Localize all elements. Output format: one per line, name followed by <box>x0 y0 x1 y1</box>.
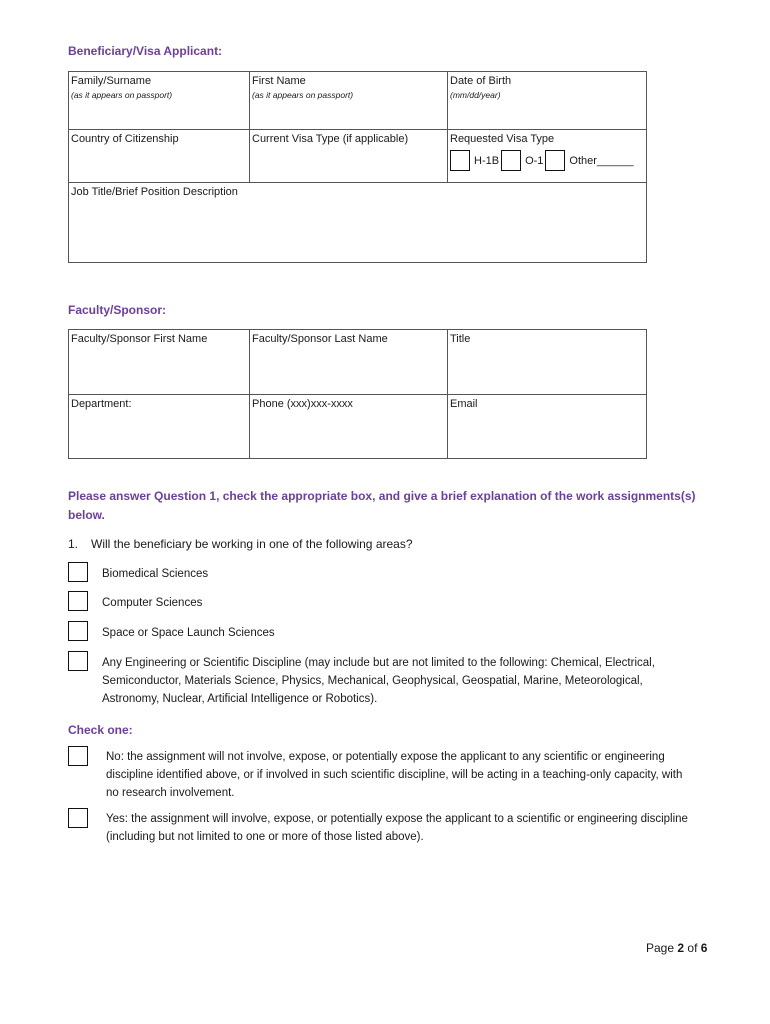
email-cell[interactable] <box>448 395 647 459</box>
question-1-number: 1. <box>68 537 79 551</box>
sponsor-last-name-cell[interactable] <box>250 330 448 395</box>
first-name-hint: (as it appears on passport) <box>252 90 354 100</box>
yes-option-text: Yes: the assignment will involve, expose, or potentially expose the applicant to a scientific or engineering discipline (including but not limited to one or more of those listed above). <box>106 813 688 843</box>
o1-label: O-1 <box>525 154 544 167</box>
question-instruction: Please answer Question 1, check the appropriate box, and give a brief explanation of the work assignments(s) below. <box>68 489 696 522</box>
family-name-hint: (as it appears on passport) <box>71 90 173 100</box>
biomedical-label: Biomedical Sciences <box>102 568 209 580</box>
job-title-cell[interactable] <box>69 183 647 263</box>
sponsor-title-label: Title <box>450 333 471 345</box>
computer-sciences-checkbox[interactable] <box>68 591 88 611</box>
beneficiary-heading: Beneficiary/Visa Applicant: <box>68 44 223 58</box>
biomedical-checkbox[interactable] <box>68 562 88 582</box>
question-1-text: Will the beneficiary be working in one of the following areas? <box>91 537 413 551</box>
job-title-label: Job Title/Brief Position Description <box>71 186 238 198</box>
sponsor-table <box>68 329 647 459</box>
date-of-birth-hint: (mm/dd/year) <box>450 90 501 100</box>
requested-visa-label: Requested Visa Type <box>450 133 555 145</box>
h1b-label: H-1B <box>474 154 500 167</box>
h1b-checkbox[interactable] <box>450 150 470 171</box>
no-option-text: No: the assignment will not involve, expose, or potentially expose the applicant to any scientific or engineering discipline identified above, or if involved in such scientific discipline, will be acting in a teaching-only capacity, with no research involvement. <box>106 751 683 799</box>
sponsor-title-cell[interactable] <box>448 330 647 395</box>
email-label: Email <box>450 398 478 410</box>
sponsor-last-name-label: Faculty/Sponsor Last Name <box>252 333 388 345</box>
current-visa-cell[interactable] <box>250 130 448 183</box>
requested-visa-cell <box>448 130 647 183</box>
other-label: Other______ <box>569 154 634 167</box>
first-name-label: First Name <box>252 75 306 87</box>
current-visa-label: Current Visa Type (if applicable) <box>252 133 409 145</box>
other-checkbox[interactable] <box>545 150 565 171</box>
of-word: of <box>687 941 698 955</box>
citizenship-cell[interactable] <box>69 130 250 183</box>
department-label: Department: <box>71 398 132 410</box>
engineering-checkbox[interactable] <box>68 651 88 671</box>
phone-cell[interactable] <box>250 395 448 459</box>
check-one-heading: Check one: <box>68 723 133 737</box>
family-name-cell[interactable] <box>69 72 250 130</box>
page-total: 6 <box>700 941 708 955</box>
page-current: 2 <box>677 941 685 955</box>
sponsor-first-name-label: Faculty/Sponsor First Name <box>71 333 208 345</box>
beneficiary-table <box>68 71 647 263</box>
o1-checkbox[interactable] <box>501 150 521 171</box>
citizenship-label: Country of Citizenship <box>71 133 179 145</box>
first-name-cell[interactable] <box>250 72 448 130</box>
sponsor-heading: Faculty/Sponsor: <box>68 303 167 317</box>
department-cell[interactable] <box>69 395 250 459</box>
sponsor-first-name-cell[interactable] <box>69 330 250 395</box>
computer-sciences-label: Computer Sciences <box>102 597 203 609</box>
date-of-birth-cell[interactable] <box>448 72 647 130</box>
family-name-label: Family/Surname <box>71 75 152 87</box>
date-of-birth-label: Date of Birth <box>450 75 512 87</box>
page-number <box>646 941 707 955</box>
yes-checkbox[interactable] <box>68 808 88 828</box>
space-sciences-checkbox[interactable] <box>68 621 88 641</box>
phone-label: Phone (xxx)xxx-xxxx <box>252 398 353 410</box>
no-checkbox[interactable] <box>68 746 88 766</box>
space-sciences-label: Space or Space Launch Sciences <box>102 627 275 639</box>
engineering-label: Any Engineering or Scientific Discipline (may include but are not limited to the following: Chemical, Electrical, Semiconductor, Materials Science, Physics, Mechanical, Geophysical, Geospatial, Marine, Meteorological, Astronomy, Nuclear, Artificial Intelligence or Robotics). <box>102 657 655 705</box>
page-word: Page <box>646 941 675 955</box>
